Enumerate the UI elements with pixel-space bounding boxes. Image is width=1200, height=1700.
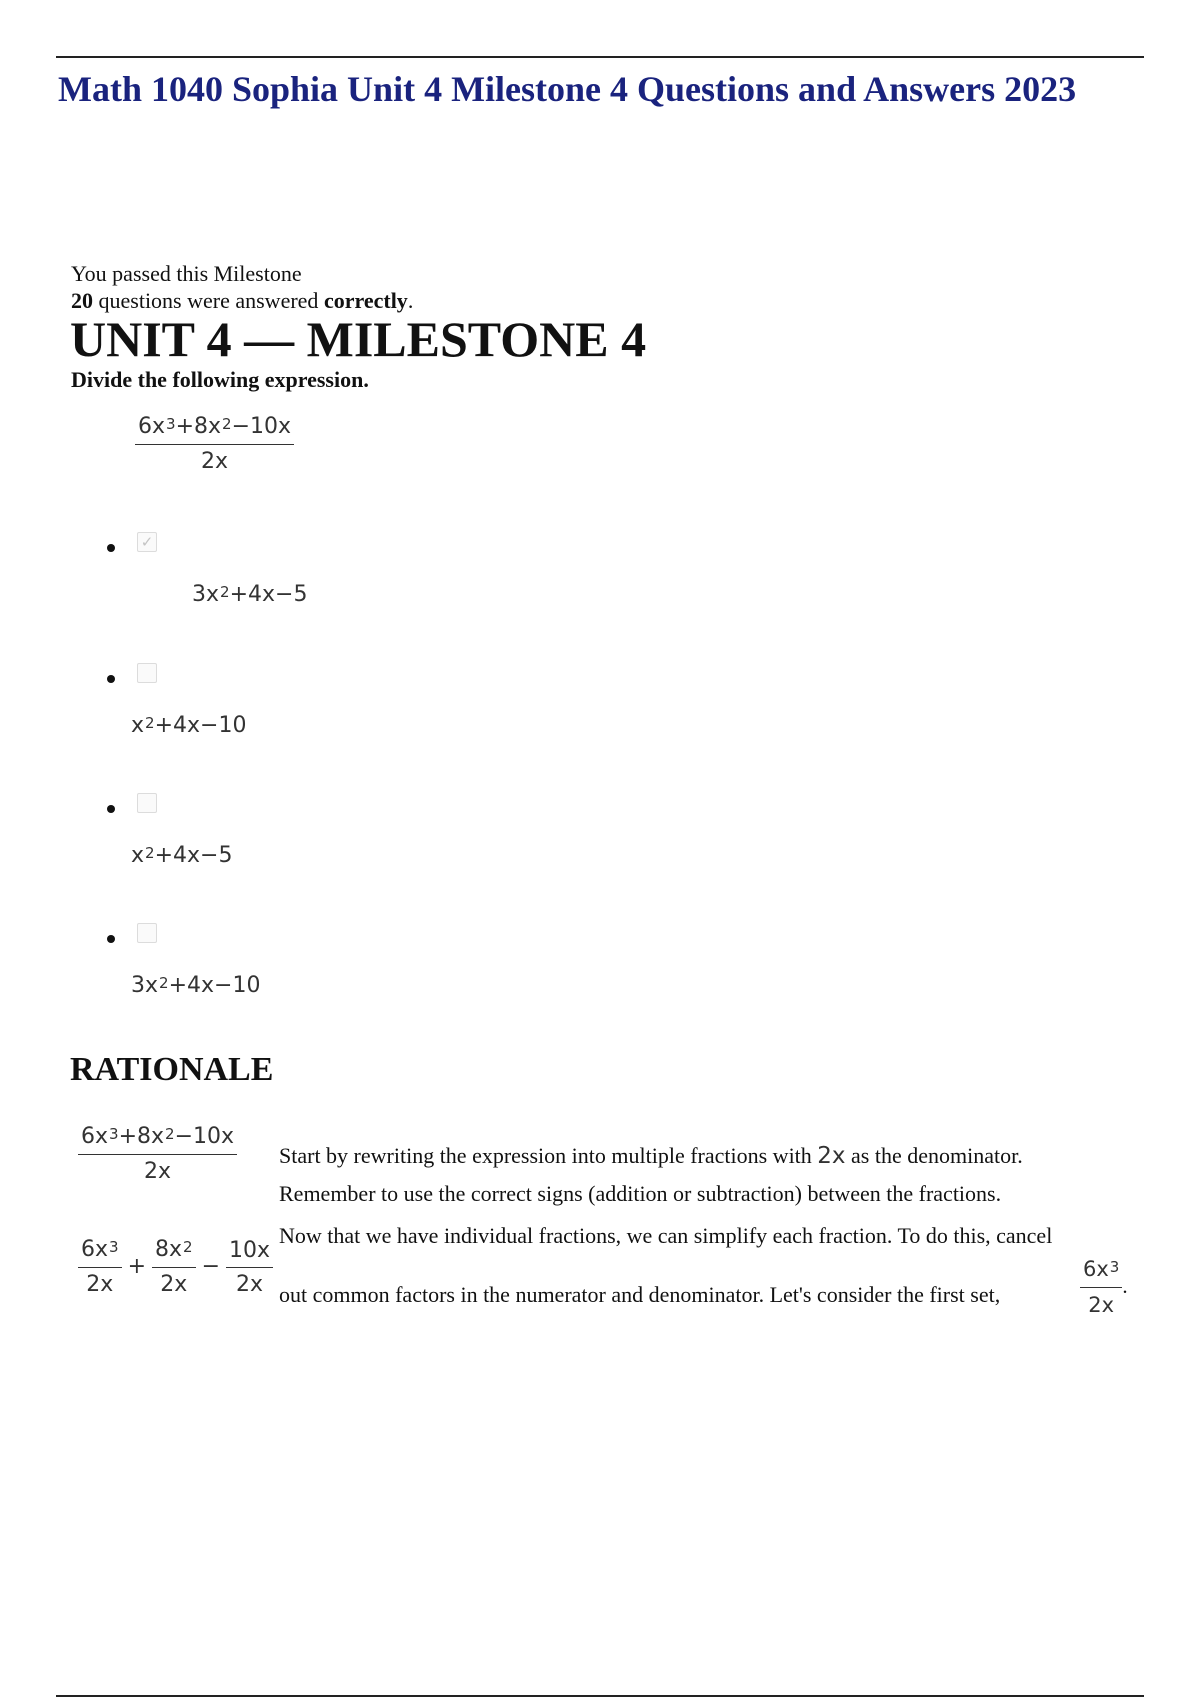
rationale-step1-expression: [78, 1125, 237, 1183]
unit-heading: UNIT 4 — MILESTONE 4: [70, 311, 647, 367]
choice-text: $x^2+4x-10$: [131, 713, 247, 738]
split-fraction-1: $\frac{6x^3}{2x}$: [78, 1238, 122, 1296]
choice-text: $3x^2+4x-5$: [192, 582, 308, 607]
choice-checkbox[interactable]: [137, 923, 157, 943]
rationale-step2-expression: [78, 1238, 273, 1296]
status-correctly-text: correctly: [323, 288, 408, 313]
top-rule: [56, 56, 1144, 58]
status-passed-text: You passed this Milestone: [71, 261, 302, 286]
question-prompt: Divide the following expression.: [71, 367, 369, 392]
choice-text: $x^2+4x-5$: [131, 843, 233, 868]
rationale-heading: RATIONALE: [70, 1051, 274, 1088]
sentence-period: .: [1122, 1274, 1128, 1298]
split-fraction-3: $\frac{10x}{2x}$: [226, 1239, 273, 1296]
bullet-icon: [107, 544, 115, 552]
bullet-icon: [107, 805, 115, 813]
minus-operator: −: [201, 1254, 221, 1279]
choice-checkbox[interactable]: [137, 663, 157, 683]
document-title: Math 1040 Sophia Unit 4 Milestone 4 Questions and Answers 2023: [58, 69, 1077, 109]
bullet-icon: [107, 675, 115, 683]
rationale-fraction: [78, 1125, 237, 1183]
choice-checkbox-checked[interactable]: ✓: [137, 532, 157, 552]
status-period: .: [407, 288, 414, 313]
choice-checkbox[interactable]: [137, 793, 157, 813]
inline-math: 2x: [817, 1143, 846, 1169]
rationale-text-4: out common factors in the numerator and denominator. Let's consider the first set,: [279, 1282, 1001, 1307]
inline-fraction: $\frac{6x^3}{2x}$ .: [1080, 1257, 1128, 1316]
choice-text: $3x^2+4x-10$: [131, 973, 261, 998]
bottom-rule: [56, 1695, 1144, 1697]
bullet-icon: [107, 935, 115, 943]
fraction-numerator: $6x^3+8x^2-10x$: [78, 1125, 237, 1155]
fraction-numerator: $6x^3+8x^2-10x$: [135, 415, 294, 445]
status-middle-text: questions were answered: [93, 288, 324, 313]
rationale-text-1: Start by rewriting the expression into multiple fractions with 2x as the denominator.: [279, 1143, 1023, 1169]
rationale-text-3: Now that we have individual fractions, we can simplify each fraction. To do this, cancel: [279, 1223, 1053, 1248]
question-expression: [135, 415, 294, 473]
fraction-denominator: 2x: [144, 1159, 172, 1184]
split-fraction-2: $\frac{8x^2}{2x}$: [152, 1238, 196, 1296]
correct-count: 20: [71, 288, 93, 313]
milestone-status: [71, 260, 413, 314]
fraction-denominator: 2x: [201, 449, 229, 474]
rationale-text-2: Remember to use the correct signs (addition or subtraction) between the fractions.: [279, 1181, 1002, 1206]
question-fraction: [135, 415, 294, 473]
plus-operator: +: [127, 1254, 147, 1279]
